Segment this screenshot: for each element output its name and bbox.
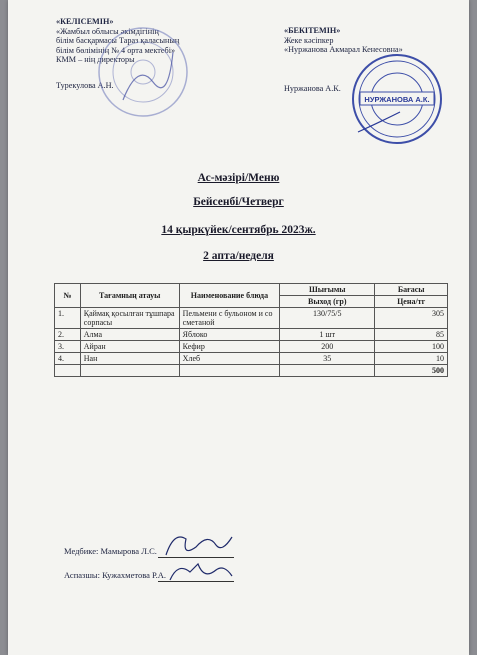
cell-output: 1 шт	[280, 329, 375, 341]
cell-name-kz: Айран	[80, 341, 179, 353]
cell-name-ru: Пельмени с бульоном и со сметаной	[179, 308, 279, 329]
table-row	[55, 308, 448, 329]
entrepreneur-stamp	[350, 52, 444, 146]
table-row	[55, 329, 448, 341]
cell-price: 10	[375, 353, 448, 365]
cell-price: 100	[375, 341, 448, 353]
approval-heading-right: «БЕКІТЕМІН»	[284, 26, 341, 35]
cell-name-ru: Яблоко	[179, 329, 279, 341]
approval-line: Жеке кәсіпкер	[284, 35, 334, 45]
document-page	[8, 0, 469, 655]
header-price-ru: Цена/тг	[375, 296, 448, 308]
header-name-kz: Тағамның атауы	[80, 284, 179, 308]
cell-output: 130/75/5	[280, 308, 375, 329]
approval-line: білім бөлімінің № 4 орта мектебі»	[56, 45, 176, 55]
cell-no: 1.	[55, 308, 81, 329]
cell-name-kz: Алма	[80, 329, 179, 341]
table-total-row	[55, 365, 448, 377]
table-row	[55, 353, 448, 365]
cell-output: 35	[280, 353, 375, 365]
cell-empty	[80, 365, 179, 377]
approval-block-right	[284, 26, 424, 55]
menu-table	[54, 283, 448, 377]
header-no: №	[55, 284, 81, 308]
title-date: 14 қыркүйек/сентябрь 2023ж.	[161, 224, 316, 236]
signer-right: Нуржанова А.К.	[284, 84, 341, 93]
nurse-signature-line: Медбике: Мамырова Л.С.	[64, 546, 157, 556]
cell-total: 500	[375, 365, 448, 377]
cell-name-kz: Қаймақ қосылған тұшпара сорпасы	[80, 308, 179, 329]
cell-empty	[280, 365, 375, 377]
title-menu: Ас-мәзірі/Меню	[197, 172, 280, 184]
header-name-ru: Наименование блюда	[179, 284, 279, 308]
cell-name-ru: Хлеб	[179, 353, 279, 365]
cook-signature-line: Аспазшы: Кужахметова Р.А.	[64, 570, 167, 580]
header-price-kz: Бағасы	[375, 284, 448, 296]
cell-output: 200	[280, 341, 375, 353]
cell-price: 305	[375, 308, 448, 329]
school-stamp	[93, 22, 193, 122]
signer-left: Турекулова А.Н.	[56, 81, 114, 90]
cell-no: 3.	[55, 341, 81, 353]
table-header-row	[55, 284, 448, 296]
header-output-ru: Выход (гр)	[280, 296, 375, 308]
cell-name-ru: Кефир	[179, 341, 279, 353]
cell-no: 2.	[55, 329, 81, 341]
title-week: 2 апта/неделя	[203, 250, 274, 262]
approval-heading-left: «КЕЛІСЕМІН»	[56, 17, 114, 26]
cell-no: 4.	[55, 353, 81, 365]
cell-empty	[55, 365, 81, 377]
header-output-kz: Шығымы	[280, 284, 375, 296]
approval-line: КММ – нің директоры	[56, 55, 135, 65]
cook-signature	[164, 556, 236, 588]
approval-line: «Жамбыл облысы әкімдігінің	[56, 26, 159, 36]
approval-line: «Нуржанова Акмарал Кенесовна»	[284, 45, 403, 55]
cell-price: 85	[375, 329, 448, 341]
approval-line: білім басқармасы Тараз қаласының	[56, 36, 180, 46]
title-day: Бейсенбі/Четверг	[193, 196, 284, 208]
table-row	[55, 341, 448, 353]
stamp-center-text: НУРЖАНОВА А.К.	[364, 95, 430, 104]
cell-empty	[179, 365, 279, 377]
cell-name-kz: Нан	[80, 353, 179, 365]
